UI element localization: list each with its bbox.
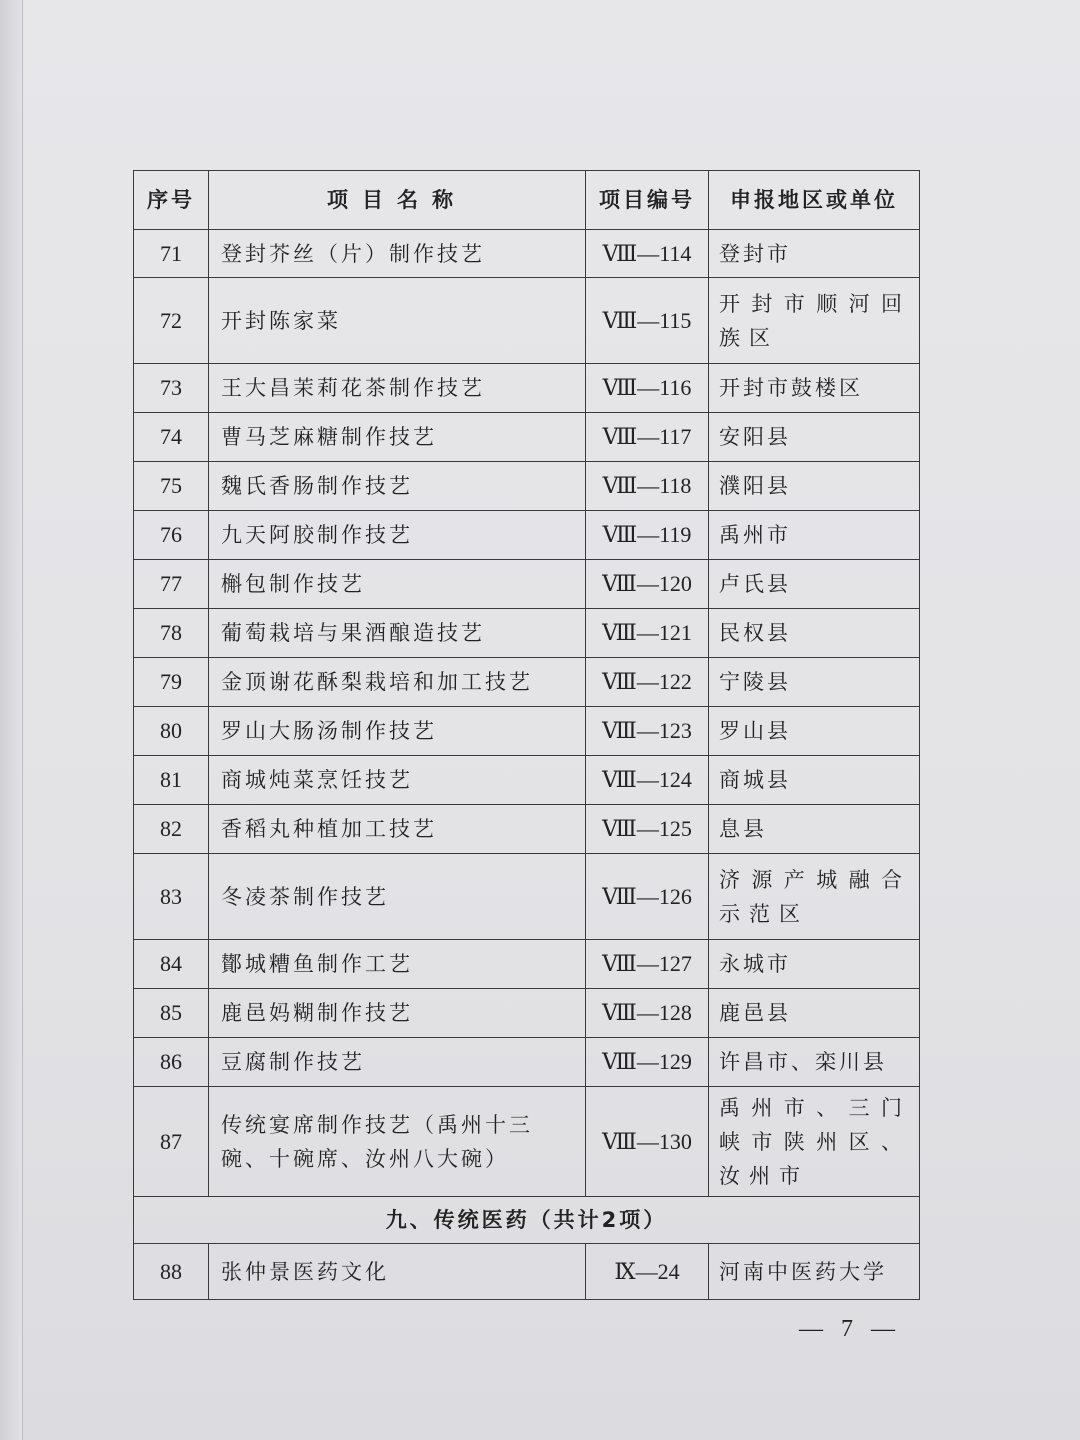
heritage-list-table <box>133 170 920 1300</box>
row-name: 豆腐制作技艺 <box>209 1038 586 1087</box>
row-region: 禹州市、三门峡市陕州区、汝州市 <box>709 1087 920 1197</box>
row-name: 传统宴席制作技艺（禹州十三碗、十碗席、汝州八大碗） <box>209 1087 586 1197</box>
row-region: 河南中医药大学 <box>709 1244 920 1300</box>
row-region: 安阳县 <box>709 413 920 462</box>
row-code: Ⅷ—123 <box>586 707 709 756</box>
row-region: 民权县 <box>709 609 920 658</box>
row-region: 商城县 <box>709 756 920 805</box>
row-no: 83 <box>134 854 209 940</box>
row-region: 卢氏县 <box>709 560 920 609</box>
row-no: 72 <box>134 278 209 364</box>
row-name: 冬凌茶制作技艺 <box>209 854 586 940</box>
row-region: 永城市 <box>709 940 920 989</box>
row-name: 鄼城糟鱼制作工艺 <box>209 940 586 989</box>
table-row <box>134 989 920 1038</box>
table-header-row <box>134 171 920 230</box>
row-region: 宁陵县 <box>709 658 920 707</box>
table-row <box>134 560 920 609</box>
row-name: 鹿邑妈糊制作技艺 <box>209 989 586 1038</box>
row-no: 79 <box>134 658 209 707</box>
row-region: 罗山县 <box>709 707 920 756</box>
row-name: 登封芥丝（片）制作技艺 <box>209 230 586 278</box>
table-row <box>134 707 920 756</box>
table-row <box>134 511 920 560</box>
row-name: 葡萄栽培与果酒酿造技艺 <box>209 609 586 658</box>
table-row <box>134 609 920 658</box>
header-code: 项目编号 <box>586 171 709 230</box>
row-name: 九天阿胶制作技艺 <box>209 511 586 560</box>
row-code: Ⅷ—115 <box>586 278 709 364</box>
table-row <box>134 756 920 805</box>
row-name: 张仲景医药文化 <box>209 1244 586 1300</box>
row-code: Ⅷ—128 <box>586 989 709 1038</box>
table-row <box>134 1244 920 1300</box>
row-region: 鹿邑县 <box>709 989 920 1038</box>
row-code: Ⅷ—114 <box>586 230 709 278</box>
header-region: 申报地区或单位 <box>709 171 920 230</box>
row-name: 魏氏香肠制作技艺 <box>209 462 586 511</box>
row-region: 息县 <box>709 805 920 854</box>
row-code: Ⅷ—130 <box>586 1087 709 1197</box>
row-region: 开封市鼓楼区 <box>709 364 920 413</box>
row-no: 76 <box>134 511 209 560</box>
table-row <box>134 413 920 462</box>
section-title: 九、传统医药（共计2项） <box>134 1197 920 1244</box>
table-row <box>134 1087 920 1197</box>
row-code: Ⅷ—117 <box>586 413 709 462</box>
row-code: Ⅷ—118 <box>586 462 709 511</box>
row-no: 71 <box>134 230 209 278</box>
row-code: Ⅷ—116 <box>586 364 709 413</box>
row-name: 罗山大肠汤制作技艺 <box>209 707 586 756</box>
row-no: 75 <box>134 462 209 511</box>
row-no: 85 <box>134 989 209 1038</box>
row-no: 81 <box>134 756 209 805</box>
row-region: 许昌市、栾川县 <box>709 1038 920 1087</box>
table-row <box>134 278 920 364</box>
row-region: 济源产城融合示范区 <box>709 854 920 940</box>
row-no: 84 <box>134 940 209 989</box>
row-region: 登封市 <box>709 230 920 278</box>
table-row <box>134 940 920 989</box>
row-no: 86 <box>134 1038 209 1087</box>
row-no: 77 <box>134 560 209 609</box>
row-name: 曹马芝麻糖制作技艺 <box>209 413 586 462</box>
row-no: 87 <box>134 1087 209 1197</box>
row-code: Ⅷ—124 <box>586 756 709 805</box>
section-row <box>134 1197 920 1244</box>
row-code: Ⅷ—122 <box>586 658 709 707</box>
row-name: 金顶谢花酥梨栽培和加工技艺 <box>209 658 586 707</box>
row-no: 73 <box>134 364 209 413</box>
row-no: 88 <box>134 1244 209 1300</box>
row-name: 开封陈家菜 <box>209 278 586 364</box>
table-row <box>134 230 920 278</box>
row-code: Ⅷ—126 <box>586 854 709 940</box>
row-code: Ⅷ—127 <box>586 940 709 989</box>
row-name: 商城炖菜烹饪技艺 <box>209 756 586 805</box>
table-row <box>134 658 920 707</box>
row-code: Ⅷ—121 <box>586 609 709 658</box>
row-code: Ⅷ—120 <box>586 560 709 609</box>
table-row <box>134 364 920 413</box>
row-no: 82 <box>134 805 209 854</box>
table-row <box>134 1038 920 1087</box>
row-no: 74 <box>134 413 209 462</box>
page-edge <box>0 0 23 1440</box>
row-name: 王大昌茉莉花茶制作技艺 <box>209 364 586 413</box>
row-code: Ⅸ—24 <box>586 1244 709 1300</box>
row-region: 濮阳县 <box>709 462 920 511</box>
row-no: 80 <box>134 707 209 756</box>
row-name: 槲包制作技艺 <box>209 560 586 609</box>
row-no: 78 <box>134 609 209 658</box>
table-row <box>134 462 920 511</box>
table-row <box>134 805 920 854</box>
row-code: Ⅷ—119 <box>586 511 709 560</box>
row-code: Ⅷ—129 <box>586 1038 709 1087</box>
document-sheet <box>133 170 919 1300</box>
header-no: 序号 <box>134 171 209 230</box>
page-number: — 7 — <box>799 1316 901 1342</box>
row-code: Ⅷ—125 <box>586 805 709 854</box>
row-region: 开封市顺河回族区 <box>709 278 920 364</box>
row-region: 禹州市 <box>709 511 920 560</box>
header-name: 项目名称 <box>209 171 586 230</box>
row-name: 香稻丸种植加工技艺 <box>209 805 586 854</box>
table-row <box>134 854 920 940</box>
